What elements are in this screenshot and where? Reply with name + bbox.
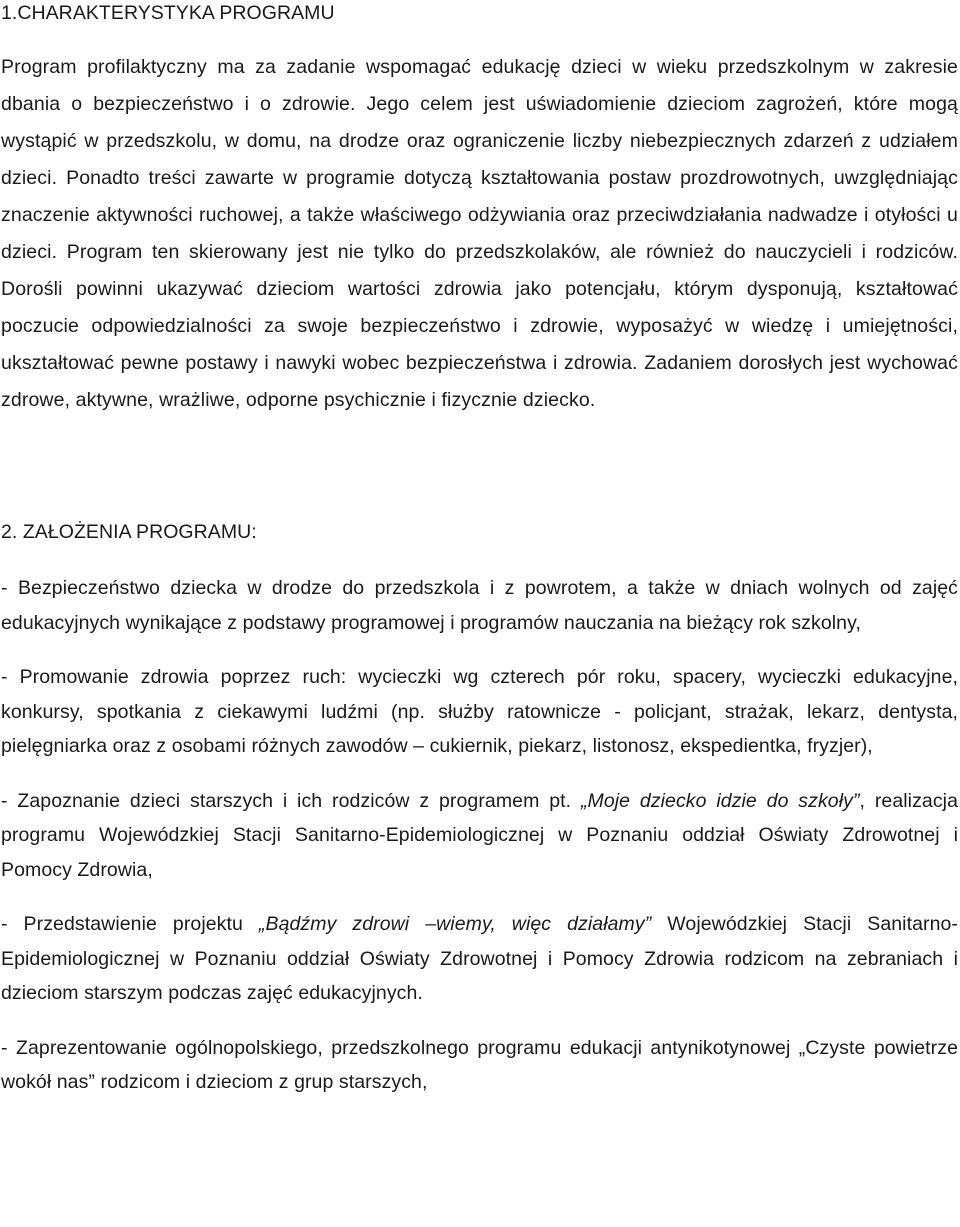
project-title-italic: „Bądźmy zdrowi –wiemy, więc działamy” xyxy=(258,913,652,935)
list-item: - Promowanie zdrowia poprzez ruch: wycieczki wg czterech pór roku, spacery, wycieczki edukacyjne, konkursy, spotkania z ciekawymi ludźmi (np. służby ratownicze - policjant, strażak, lekarz, dentysta, pielęgniarka oraz z osobami różnych zawodów – cukiernik, piekarz, listonosz, ekspedientka, fryzjer), xyxy=(1,666,958,757)
section1-heading: 1.CHARAKTERYSTYKA PROGRAMU xyxy=(1,2,335,24)
section2-heading: 2. ZAŁOŻENIA PROGRAMU: xyxy=(1,521,257,543)
list-item xyxy=(1,907,958,1011)
section1-paragraph xyxy=(1,49,958,419)
section1-paragraph-part-a: Program profilaktyczny ma za zadanie wspomagać edukację dzieci w wieku przedszkolnym w zakresie dbania o bezpieczeństwo i o zdrowie. Jego celem jest uświadomienie dzieciom zagrożeń, które mogą wystąpić w przedszkolu, w domu, na drodze oraz ograniczenie liczby niebezpiecznych zdarzeń z udziałem dzieci. Ponadto treści zawarte w programie dotyczą kształtowania postaw prozdrowotnych, uwzględniając znaczenie aktywności ruchowej, a także właściwego odżywiania oraz przeciwdziałania nadwadze i otyłości u dzieci. Program ten skierowany jest nie tylko do przedszkolaków, ale również do nauczycieli i rodziców. xyxy=(1,56,958,263)
section1-paragraph-part-b: Dorośli powinni ukazywać dzieciom wartości zdrowia jako potencjału, którym dysponują, kształtować poczucie odpowiedzialności za swoje bezpieczeństwo i zdrowie, wyposażyć w wiedzę i umiejętności, ukształtować pewne postawy i nawyki wobec bezpieczeństwa i zdrowia. Zadaniem dorosłych jest wychować zdrowe, aktywne, wrażliwe, odporne psychicznie i fizycznie dziecko. xyxy=(1,278,958,411)
list-item: - Zaprezentowanie ogólnopolskiego, przedszkolnego programu edukacji antynikotynowej „Czyste powietrze wokół nas” rodzicom i dzieciom z grup starszych, xyxy=(1,1036,958,1093)
list-item-text: , realizacja programu Wojewódzkiej Stacji Sanitarno-Epidemiologicznej w Poznaniu oddział Oświaty Zdrowotnej i Pomocy Zdrowia, xyxy=(1,789,958,881)
list-item xyxy=(1,784,958,888)
list-item-text: - Zapoznanie dzieci starszych i ich rodziców z programem pt. xyxy=(1,789,581,812)
list-item-text: Wojewódzkiej Stacji Sanitarno-Epidemiologicznej w Poznaniu oddział Oświaty Zdrowotnej i Pomocy Zdrowia rodzicom na zebraniach i dzieciom starszym podczas zajęć edukacyjnych. xyxy=(1,913,959,1004)
program-title-italic: „Moje dziecko idzie do szkoły” xyxy=(580,789,860,812)
list-item: - Bezpieczeństwo dziecka w drodze do przedszkola i z powrotem, a także w dniach wolnych od zajęć edukacyjnych wynikające z podstawy programowej i programów nauczania na bieżący rok szkolny, xyxy=(1,577,958,634)
list-item-text: - Przedstawienie projektu xyxy=(1,913,259,935)
